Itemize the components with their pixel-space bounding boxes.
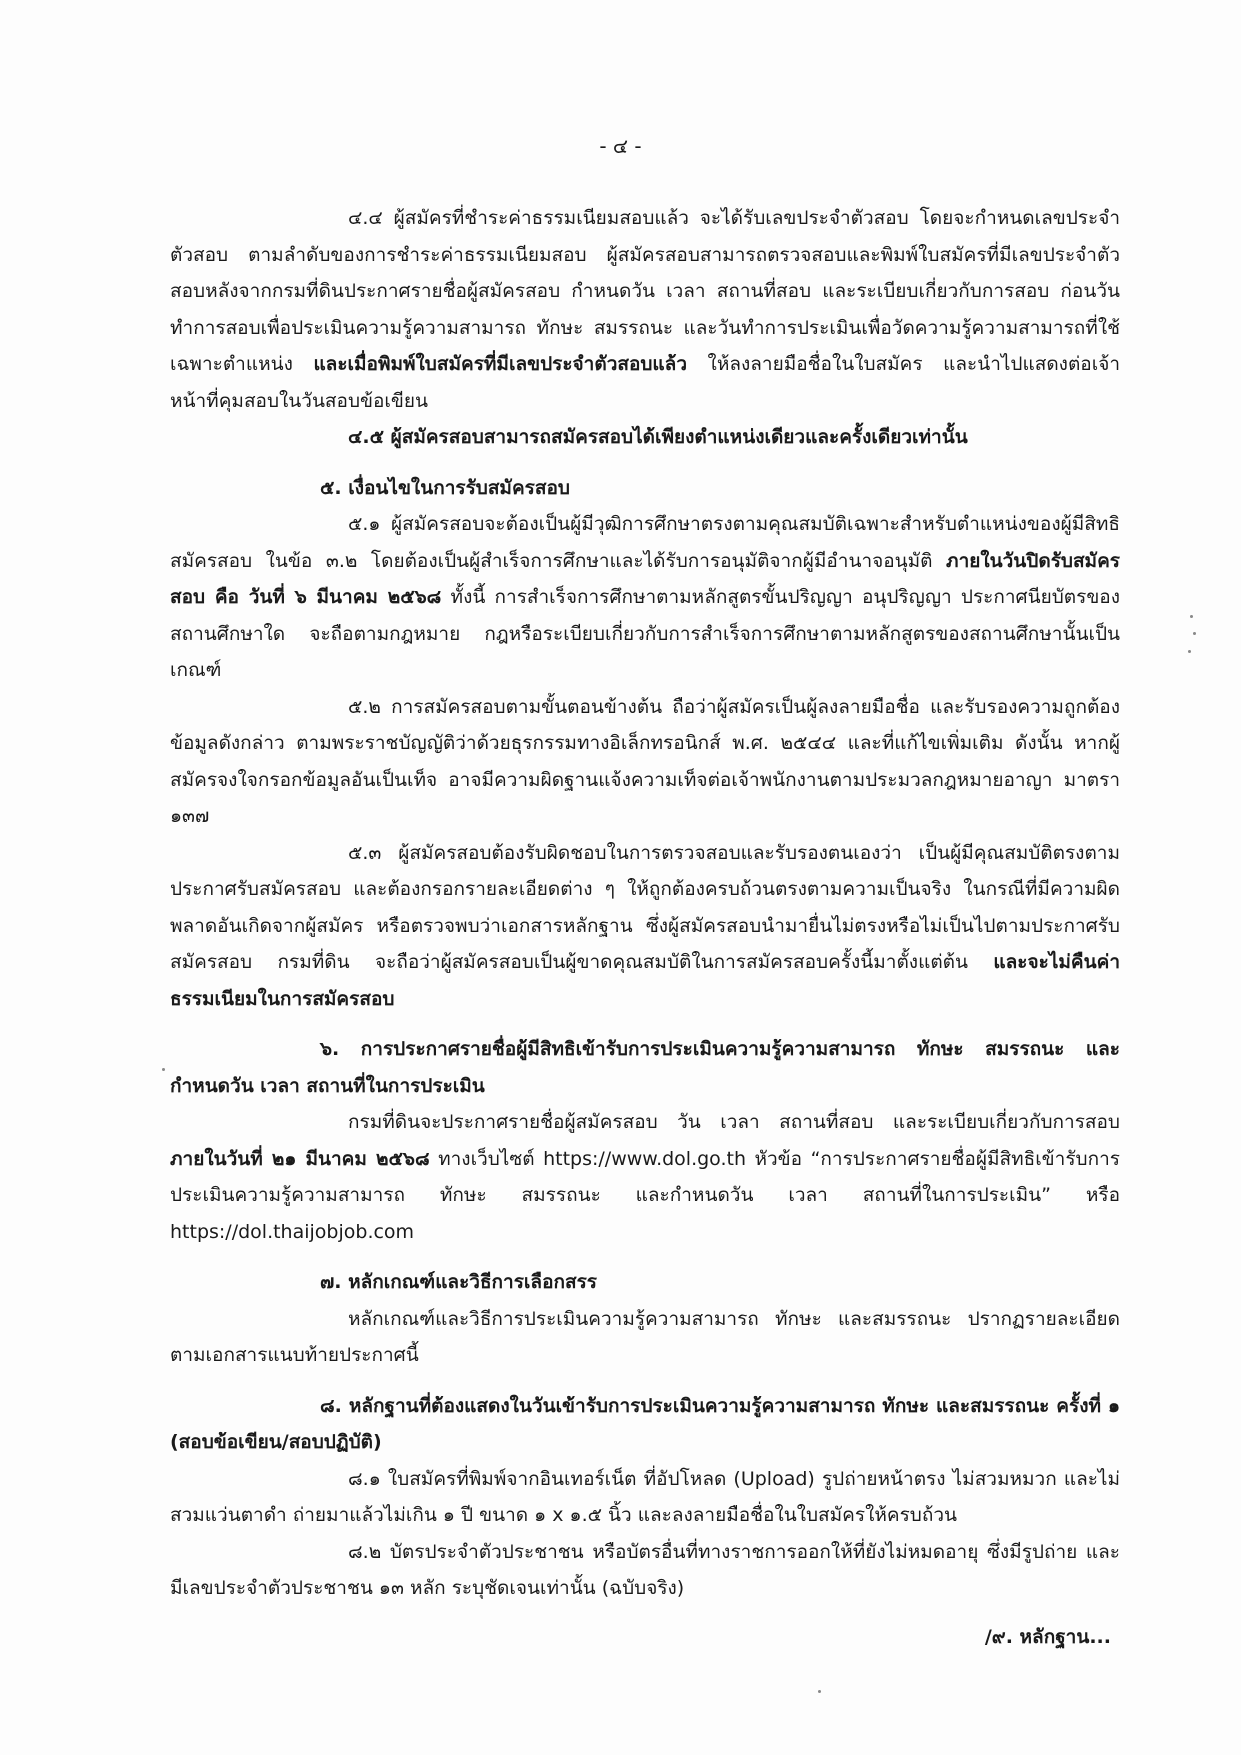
heading-section-7: ๗. หลักเกณฑ์และวิธีการเลือกสรร bbox=[320, 1271, 597, 1293]
paragraph-8-1: ๘.๑ ใบสมัครที่พิมพ์จากอินเทอร์เน็ต ที่อัปโหลด (Upload) รูปถ่ายหน้าตรง ไม่สวมหมวก และไม่สวมแว่นตาดำ ถ่ายมาแล้วไม่เกิน ๑ ปี ขนาด ๑ x ๑.๕ นิ้ว และลงลายมือชื่อในใบสมัครให้ครบถ้วน bbox=[170, 1467, 1120, 1526]
page-number: - ๔ - bbox=[599, 134, 642, 158]
heading-section-5: ๕. เงื่อนไขในการรับสมัครสอบ bbox=[320, 476, 570, 499]
paragraph-4-4-bold: และเมื่อพิมพ์ใบสมัครที่มีเลขประจำตัวสอบแล้ว bbox=[313, 353, 687, 375]
paragraph-6-bold: ภายในวันที่ ๒๑ มีนาคม ๒๕๖๘ bbox=[170, 1147, 430, 1170]
paragraph-6-tail: ทางเว็บไซต์ https://www.dol.go.th หัวข้อ “การประกาศรายชื่อผู้มีสิทธิเข้ารับการประเมินความรู้ความสามารถ ทักษะ สมรรถนะ และกำหนดวัน เวลา สถานที่ในการประเมิน” หรือ https://dol.thaijobjob.com bbox=[170, 1147, 1120, 1243]
heading-section-6: ๖. การประกาศรายชื่อผู้มีสิทธิเข้ารับการประเมินความรู้ความสามารถ ทักษะ สมรรถนะ และกำหนดวัน เวลา สถานที่ในการประเมิน bbox=[170, 1038, 1120, 1097]
scan-speck bbox=[1193, 632, 1196, 635]
document-body bbox=[170, 200, 1120, 1607]
paragraph-4-4 bbox=[170, 200, 1120, 419]
paragraph-5-1 bbox=[170, 506, 1120, 689]
scan-speck bbox=[1188, 650, 1191, 653]
paragraph-4-4-tail: ให้ลงลายมือชื่อในใบสมัคร และนำไปแสดงต่อเจ้าหน้าที่คุมสอบในวันสอบข้อเขียน bbox=[170, 353, 1121, 412]
heading-section-8: ๘. หลักฐานที่ต้องแสดงในวันเข้ารับการประเมินความรู้ความสามารถ ทักษะ และสมรรถนะ ครั้งที่ ๑ (สอบข้อเขียน/สอบปฏิบัติ) bbox=[170, 1394, 1120, 1453]
paragraph-5-2: ๕.๒ การสมัครสอบตามขั้นตอนข้างต้น ถือว่าผู้สมัครเป็นผู้ลงลายมือชื่อ และรับรองความถูกต้องข้อมูลดังกล่าว ตามพระราชบัญญัติว่าด้วยธุรกรรมทางอิเล็กทรอนิกส์ พ.ศ. ๒๕๔๔ และที่แก้ไขเพิ่มเติม ดังนั้น หากผู้สมัครจงใจกรอกข้อมูลอันเป็นเท็จ อาจมีความผิดฐานแจ้งความเท็จต่อเจ้าพนักงานตามประมวลกฎหมายอาญา มาตรา ๑๓๗ bbox=[170, 695, 1120, 827]
paragraph-6-text: กรมที่ดินจะประกาศรายชื่อผู้สมัครสอบ วัน เวลา สถานที่สอบ และระเบียบเกี่ยวกับการสอบ bbox=[348, 1111, 1120, 1133]
scan-speck bbox=[162, 1068, 165, 1071]
paragraph-4-4-text: ๔.๔ ผู้สมัครที่ชำระค่าธรรมเนียมสอบแล้ว จะได้รับเลขประจำตัวสอบ โดยจะกำหนดเลขประจำตัวสอบ ตามลำดับของการชำระค่าธรรมเนียมสอบ ผู้สมัครสอบสามารถตรวจสอบและพิมพ์ใบสมัครที่มีเลขประจำตัวสอบหลังจากกรมที่ดินประกาศรายชื่อผู้สมัครสอบ กำหนดวัน เวลา สถานที่สอบ และระเบียบเกี่ยวกับการสอบ ก่อนวันทำการสอบเพื่อประเมินความรู้ความสามารถ ทักษะ สมรรถนะ และวันทำการประเมินเพื่อวัดความรู้ความสามารถที่ใช้เฉพาะตำแหน่ง bbox=[170, 207, 1120, 375]
paragraph-5-3-text: ๕.๓ ผู้สมัครสอบต้องรับผิดชอบในการตรวจสอบและรับรองตนเองว่า เป็นผู้มีคุณสมบัติตรงตามประกาศรับสมัครสอบ และต้องกรอกรายละเอียดต่าง ๆ ให้ถูกต้องครบถ้วนตรงตามความเป็นจริง ในกรณีที่มีความผิดพลาดอันเกิดจากผู้สมัคร หรือตรวจพบว่าเอกสารหลักฐาน ซึ่งผู้สมัครสอบนำมายื่นไม่ตรงหรือไม่เป็นไปตามประกาศรับสมัครสอบ กรมที่ดิน จะถือว่าผู้สมัครสอบเป็นผู้ขาดคุณสมบัติในการสมัครสอบครั้งนี้มาตั้งแต่ต้น bbox=[170, 841, 1120, 973]
scan-speck bbox=[818, 1690, 821, 1693]
paragraph-5-3-bold: และจะไม่คืนค่าธรรมเนียมในการสมัครสอบ bbox=[170, 951, 1120, 1010]
paragraph-5-1-text: ๕.๑ ผู้สมัครสอบจะต้องเป็นผู้มีวุฒิการศึกษาตรงตามคุณสมบัติเฉพาะสำหรับตำแหน่งของผู้มีสิทธิสมัครสอบ ในข้อ ๓.๒ โดยต้องเป็นผู้สำเร็จการศึกษาและได้รับการอนุมัติจากผู้มีอำนาจอนุมัติ bbox=[170, 513, 1120, 572]
paragraph-6-body bbox=[170, 1104, 1120, 1250]
paragraph-5-1-tail: ทั้งนี้ การสำเร็จการศึกษาตามหลักสูตรขั้นปริญญา อนุปริญญา ประกาศนียบัตรของสถานศึกษาใด จะถือตามกฎหมาย กฎหรือระเบียบเกี่ยวกับการสำเร็จการศึกษาตามหลักสูตรของสถานศึกษานั้นเป็นเกณฑ์ bbox=[170, 586, 1120, 681]
scan-speck bbox=[1190, 615, 1193, 618]
paragraph-8-2: ๘.๒ บัตรประจำตัวประชาชน หรือบัตรอื่นที่ทางราชการออกให้ที่ยังไม่หมดอายุ ซึ่งมีรูปถ่าย และมีเลขประจำตัวประชาชน ๑๓ หลัก ระบุชัดเจนเท่านั้น (ฉบับจริง) bbox=[170, 1540, 1120, 1599]
paragraph-4-5: ๔.๕ ผู้สมัครสอบสามารถสมัครสอบได้เพียงตำแหน่งเดียวและครั้งเดียวเท่านั้น bbox=[348, 426, 968, 448]
paragraph-7-body: หลักเกณฑ์และวิธีการประเมินความรู้ความสามารถ ทักษะ และสมรรถนะ ปรากฏรายละเอียดตามเอกสารแนบท้ายประกาศนี้ bbox=[170, 1307, 1120, 1366]
paragraph-5-3 bbox=[170, 835, 1120, 1018]
continuation-note: /๙. หลักฐาน... bbox=[984, 1626, 1111, 1648]
paragraph-5-1-bold: ภายในวันปิดรับสมัครสอบ คือ วันที่ ๖ มีนาคม ๒๕๖๘ bbox=[170, 549, 1120, 608]
